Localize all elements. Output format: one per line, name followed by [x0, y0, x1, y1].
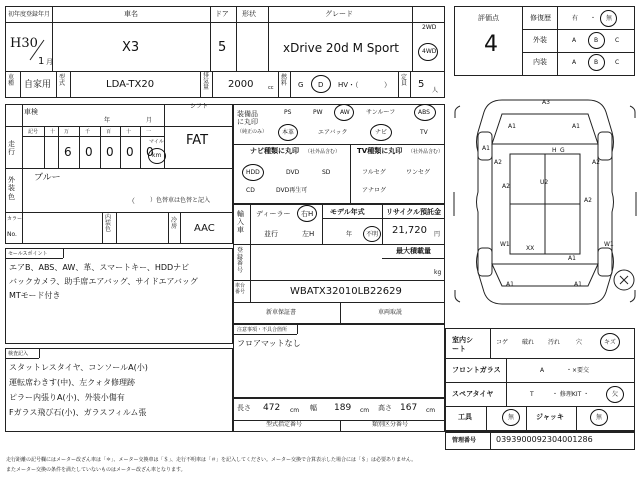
interior-label: 内装: [533, 58, 547, 66]
spare-missing-circle: [606, 386, 624, 403]
damage-mark: H: [552, 147, 557, 154]
mileage-header-4: 百: [106, 129, 112, 135]
grade-label: グレード: [325, 10, 353, 18]
tv-item: アナログ: [362, 187, 387, 194]
mileage-digit: 6: [64, 145, 72, 159]
damage-mark: A2: [592, 159, 600, 166]
sheet-scratch-circle: [600, 333, 620, 351]
damage-mark: W1: [604, 241, 614, 248]
sheet-item: 穴: [576, 339, 583, 346]
mileage-divider: [79, 126, 80, 168]
damage-mark: A1: [568, 255, 576, 262]
navi-item: DVD: [286, 169, 300, 176]
equipment-label: 装備品に丸印: [237, 110, 258, 127]
mileage-km-circle: [146, 145, 166, 164]
length: 472: [263, 403, 281, 413]
damage-mark: G: [560, 147, 565, 154]
tv-item: フルセグ: [362, 169, 386, 176]
inspector-box: [5, 348, 233, 432]
exterior-b-circle: [588, 32, 605, 49]
car-name-label: 車名: [124, 10, 138, 18]
inspector-line: スタットレスタイヤ、コンソールA(小): [9, 363, 148, 372]
sheet-item: 汚れ: [548, 339, 561, 346]
shape-label: 形状: [242, 10, 256, 18]
car-name: X3: [122, 40, 140, 55]
fuel-hv: HV・（: [338, 81, 359, 89]
cooler-label: 冷房: [171, 217, 178, 230]
model-year-unknown-circle: [363, 226, 381, 242]
recycle: 21,720: [392, 225, 427, 236]
spare-kit: ・ 修理KIT ・: [552, 391, 590, 398]
inspector-line: ピラー内張りA(小)、外装小傷有: [9, 393, 125, 402]
type-cert-label: 型式指定番号: [266, 421, 303, 428]
inspection-month-unit: 月: [146, 117, 153, 124]
displacement: 2000: [228, 79, 254, 90]
management-no: 0393900092304001286: [496, 435, 593, 444]
model: LDA-TX20: [106, 79, 155, 90]
width-label: 幅: [310, 404, 317, 412]
sheet-item: キズ: [604, 339, 616, 346]
exterior-color: ブルー: [34, 173, 61, 183]
import-dealer: ディーラー: [256, 210, 291, 218]
jack-circle: [590, 409, 608, 426]
repair-yes: 有: [572, 15, 579, 22]
equip-navi-circle: [370, 124, 392, 141]
reg-month-unit: 月: [46, 58, 53, 66]
tools-label: 工具: [458, 413, 472, 421]
repair-no: 無: [606, 15, 613, 22]
spare-missing: 欠: [612, 391, 619, 398]
mileage-divider: [140, 126, 141, 168]
chassis: WBATX32010LB22629: [290, 286, 402, 297]
door-label: ドア: [215, 10, 229, 18]
shift: FAT: [186, 133, 209, 148]
inspector-line: Fガラス飛び石(小)、ガラスフィルム張: [9, 408, 147, 417]
reg-month: 1: [38, 56, 45, 67]
fuel-g: G: [298, 81, 304, 89]
damage-mark: A1: [574, 281, 582, 288]
notes-text: フロアマットなし: [237, 339, 301, 348]
jack-label: ジャッキ: [536, 413, 564, 421]
exterior-color-label: 外装色: [8, 176, 15, 201]
recycle-unit: 円: [434, 231, 441, 238]
model-year-unit: 年: [346, 231, 353, 238]
damage-mark: W1: [500, 241, 510, 248]
equip-item: サンルーフ: [366, 109, 396, 116]
mileage-label: 走行: [8, 140, 15, 157]
equip-item: PS: [284, 109, 292, 116]
damage-mark: A3: [542, 99, 550, 106]
inspection-year-unit: 年: [104, 117, 111, 124]
model-year-unknown: 不明: [366, 231, 379, 238]
navi-hdd-circle: [242, 164, 264, 181]
reg-no-label: 登録番号: [237, 247, 244, 274]
displacement-unit: cc: [268, 85, 274, 91]
mileage-digit: 0: [106, 145, 114, 159]
tools-circle: [502, 409, 520, 426]
height: 167: [400, 403, 418, 413]
tv-item: ワンセグ: [406, 169, 431, 176]
repair-dot: ・: [590, 15, 597, 22]
damage-mark: A1: [506, 281, 514, 288]
mileage-header-1: 十: [50, 129, 56, 135]
drive-4wd: 4WD: [422, 48, 437, 55]
max-load-unit: kg: [434, 269, 442, 276]
height-label: 高さ: [378, 404, 392, 412]
grade: xDrive 20d M Sport: [283, 41, 399, 55]
sheet-item: 破れ: [522, 339, 535, 346]
damage-mark: XX: [526, 245, 535, 252]
mileage-header-0: 記号: [28, 129, 39, 135]
jack: 無: [596, 414, 603, 421]
repair-no-circle: [600, 10, 617, 27]
capacity: 5: [418, 79, 425, 90]
recycle-label: リサイクル預託金: [386, 208, 442, 216]
model-year-label: モデル年式: [330, 208, 365, 216]
color-change-note: ）色替車は色替と記入: [150, 197, 211, 204]
import-table: [233, 204, 445, 324]
fuel-d-circle: [311, 75, 331, 93]
width: 189: [334, 403, 352, 413]
displacement-label: 排気量: [203, 72, 210, 91]
interior-b-circle: [588, 54, 605, 71]
navi-sub: （社外品含む）: [305, 149, 341, 155]
import-right-circle: [297, 205, 317, 222]
mileage-header-3: 千: [85, 129, 91, 135]
spare-tire-label: スペアタイヤ: [452, 390, 494, 398]
mileage-divider: [44, 126, 45, 168]
score-label: 評価点: [478, 14, 499, 22]
front-glass-a: A: [540, 367, 545, 374]
sheet-item: コゲ: [496, 339, 509, 346]
damage-mark: U2: [540, 179, 549, 186]
mileage-digit: 0: [146, 145, 154, 159]
sales-line: バックカメラ、助手席エアバッグ、サイドエアバッグ: [9, 277, 198, 286]
navi-item: CD: [246, 187, 255, 194]
damage-mark: A2: [502, 183, 510, 190]
damage-mark: A2: [584, 197, 592, 204]
drive-2wd: 2WD: [422, 24, 437, 31]
exterior-a: A: [572, 37, 577, 44]
length-label: 長さ: [237, 404, 251, 412]
exterior-b: B: [594, 37, 599, 44]
mileage-mile: マイル: [149, 139, 164, 145]
sales-point-label: セールスポイント: [8, 251, 48, 257]
mileage-divider: [120, 126, 121, 168]
interior-b: B: [594, 59, 599, 66]
notes-box: [233, 324, 445, 398]
equip-item: AW: [340, 109, 350, 116]
equip-item: ナビ: [375, 129, 388, 136]
color-no: No.: [7, 231, 17, 238]
sales-line: エアB、ABS、AW、革、スマートキー、HDDナビ: [9, 263, 190, 272]
interior-a: A: [572, 59, 577, 66]
navi-item: HDD: [246, 169, 260, 176]
shift-label: シフト: [190, 103, 209, 110]
usage-label: 車種: [8, 74, 15, 87]
footer-line1: 走行距離の記号欄にはメーター改ざん車は「＊」、メーター交換車は「＄」、走行不明車は「＃」を記入してください。メーター交換で合算表示した場合には「＄」は必要ありません。: [6, 457, 417, 463]
inspector-label: 検査記入: [8, 351, 29, 357]
notes-label: 注意事項・不具合箇所: [237, 327, 288, 333]
sales-line: MTモード付き: [9, 291, 61, 300]
navi-item: DVD再生可: [276, 187, 308, 194]
fuel-label: 燃料: [281, 74, 288, 87]
exterior-c: C: [615, 37, 620, 44]
mileage-divider: [58, 126, 59, 168]
score: 4: [484, 32, 498, 57]
tv-sub: （社外品含む）: [408, 149, 444, 155]
front-glass-x: ・×要交: [566, 367, 590, 374]
equip-leather-circle: [278, 124, 298, 141]
equip-aw-circle: [334, 104, 354, 121]
capacity-unit: 人: [432, 87, 439, 94]
equip-item: ABS: [418, 109, 430, 116]
max-load-label: 最大積載量: [396, 247, 431, 255]
spare-t: T: [530, 391, 534, 398]
capacity-label: 定員: [401, 74, 408, 87]
mileage-digit: 0: [85, 145, 93, 159]
equip-item: PW: [313, 109, 323, 116]
navi-item: SD: [322, 169, 331, 176]
model-label: 型式: [59, 74, 66, 87]
cooler: AAC: [194, 223, 215, 234]
height-unit: cm: [426, 407, 436, 414]
car-damage-diagram: [452, 92, 638, 316]
management-label: 管理番号: [452, 437, 477, 444]
doors: 5: [218, 40, 227, 55]
equip-item: 本革: [282, 129, 295, 136]
chassis-label: 車台番号: [235, 283, 246, 295]
mileage-divider: [100, 126, 101, 168]
damage-mark: A2: [494, 159, 502, 166]
navi-label: ナビ種類に丸印: [250, 147, 299, 155]
tools: 無: [508, 414, 515, 421]
mileage-header-2: 万: [64, 129, 70, 135]
fuel-d: D: [318, 81, 324, 89]
import-left: 左H: [302, 230, 315, 238]
mileage-digit: 0: [126, 145, 134, 159]
interior-c: C: [615, 59, 620, 66]
interior-sheet-label: 室内シート: [452, 336, 473, 354]
equipment-sub-label: （純正のみ）: [237, 129, 268, 135]
import-parallel: 並行: [264, 230, 278, 238]
interior-color-label: 内装色: [105, 214, 112, 233]
equip-item: TV: [420, 129, 428, 136]
color-change-open: （: [128, 197, 135, 205]
length-unit: cm: [290, 407, 300, 414]
repair-label: 修復歴: [530, 14, 551, 22]
new-warranty: 新車保証書: [266, 309, 297, 316]
width-unit: cm: [360, 407, 370, 414]
damage-mark: A1: [482, 145, 490, 152]
mileage-header-6: 一: [146, 129, 152, 135]
inspection-label: 車検: [24, 108, 38, 116]
damage-mark: A1: [508, 123, 516, 130]
import-label: 輸入車: [237, 210, 244, 235]
reg-year: H30: [10, 36, 38, 51]
fuel-close: ）: [384, 81, 391, 89]
category-label: 類別区分番号: [372, 421, 409, 428]
footer-line2: またメーター交換の条件を満たしていないものはメーター改ざん車となります。: [6, 467, 186, 473]
manual: 車両取説: [378, 309, 403, 316]
drive-4wd-circle: [418, 43, 438, 61]
equip-abs-circle: [414, 104, 436, 121]
front-glass-label: フロントガラス: [452, 366, 501, 374]
damage-mark: A1: [572, 123, 580, 130]
equip-item: エアバック: [318, 129, 348, 136]
exterior-label: 外装: [533, 36, 547, 44]
inspector-line: 運転席わきす(中)、左クォタ修理跡: [9, 378, 136, 387]
mileage-km: km: [152, 152, 162, 159]
usage: 自家用: [24, 80, 52, 90]
first-reg-label: 初年度登録年月: [8, 11, 51, 18]
import-right: 右H: [301, 210, 314, 218]
tv-label: TV種類に丸印: [357, 147, 403, 155]
color-label: カラー: [7, 216, 23, 222]
mileage-header-5: 十: [126, 129, 132, 135]
